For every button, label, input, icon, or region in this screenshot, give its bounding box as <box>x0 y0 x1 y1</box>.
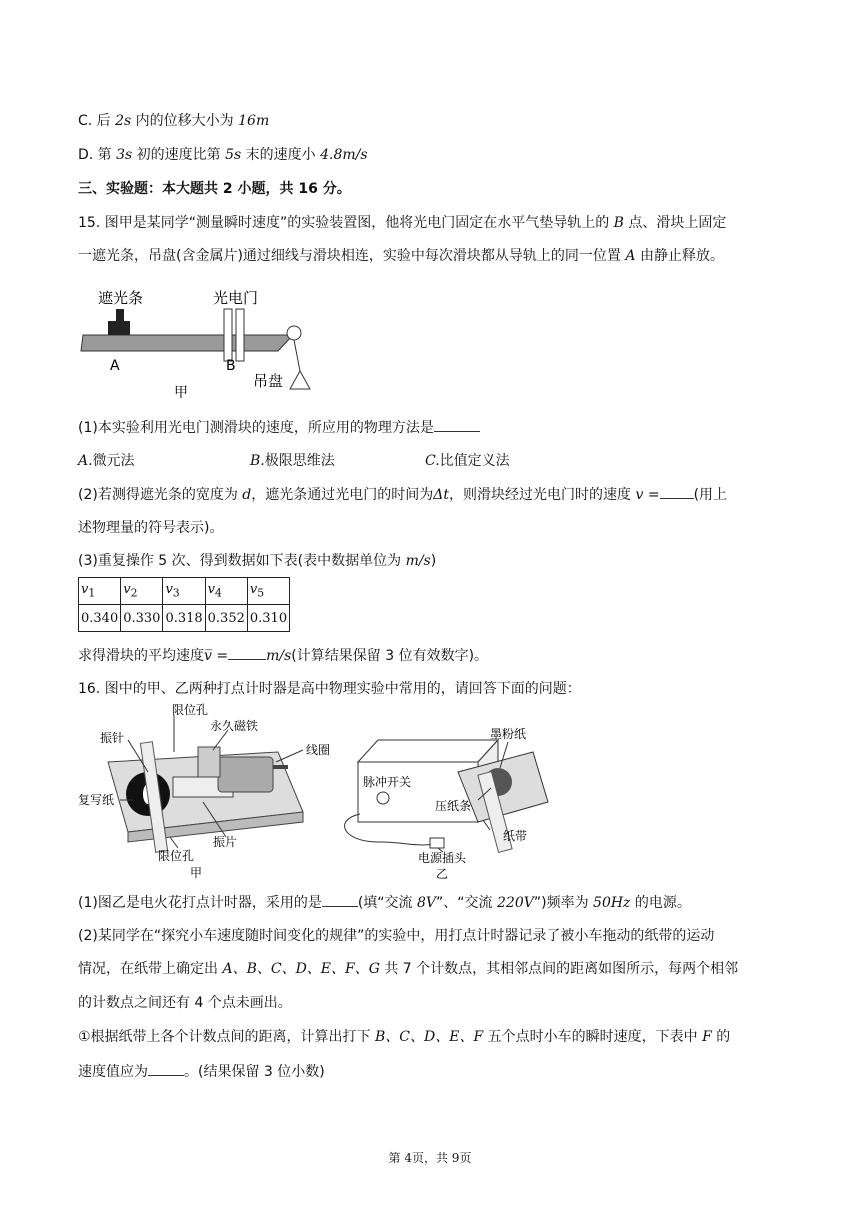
math: C. <box>425 453 440 469</box>
table-cell: 0.330 <box>121 605 163 632</box>
text: 五个点时小车的瞬时速度，下表中 <box>483 1029 703 1045</box>
label-yazhitiao: 压纸条 <box>435 799 472 813</box>
box-top <box>358 740 498 762</box>
caption-yi-timer: 乙 <box>436 867 449 880</box>
math: B、C、D、E、F <box>375 1029 484 1045</box>
subscript: 5 <box>257 586 265 600</box>
math: B. <box>250 453 265 469</box>
q15-part3 <box>78 551 436 571</box>
caption-jia-timer: 甲 <box>190 866 203 880</box>
answer-blank <box>228 645 266 660</box>
q15-part2 <box>78 484 727 505</box>
q15-average <box>78 645 488 666</box>
text: (计算结果保留 3 位有效数字)。 <box>291 648 489 664</box>
text: 由静止释放。 <box>635 248 724 264</box>
table-header: $v_2$ <box>121 578 163 605</box>
text: 15. 图甲是某同学“测量瞬时速度”的实验装置图，他将光电门固定在水平气垫导轨上的 <box>78 215 614 231</box>
q16-part1 <box>78 892 691 913</box>
switch-knob <box>377 792 389 804</box>
q16-part2-line3: 的计数点之间还有 4 个点未画出。 <box>78 995 292 1011</box>
table-header: $v_1$ <box>79 578 121 605</box>
table-header: $v_5$ <box>247 578 289 605</box>
q15-part2-line2: 述物理量的符号表示)。 <box>78 520 224 536</box>
text: 一遮光条，吊盘(含金属片)通过细线与滑块相连，实验中每次滑块都从导轨上的同一位置 <box>78 248 626 264</box>
answer-blank <box>322 892 358 907</box>
math: 5s <box>225 147 242 163</box>
math: d <box>242 487 252 503</box>
subscript: 4 <box>215 586 222 600</box>
leader <box>483 820 490 830</box>
photogate-post-right <box>236 309 244 361</box>
label-yongjiucitie: 永久磁铁 <box>210 719 259 733</box>
option-a <box>78 451 135 471</box>
label-xianweikong-bottom: 限位孔 <box>158 849 195 863</box>
photogate-post-left <box>224 309 232 361</box>
text: 极限思维法 <box>264 453 335 469</box>
section-title: 三、实验题：本大题共 2 小题，共 16 分。 <box>78 181 351 197</box>
text: 点、滑块上固定 <box>623 215 727 231</box>
answer-blank <box>660 484 694 499</box>
text: 的电源。 <box>630 895 691 911</box>
text: ”、“交流 <box>436 895 498 911</box>
option-c-method <box>425 451 510 471</box>
math: 220V <box>497 895 534 911</box>
text: (3)重复操作 5 次、得到数据如下表(表中数据单位为 <box>78 553 406 569</box>
text: 初的速度比第 <box>132 147 226 163</box>
table-cell: 0.310 <box>247 605 289 632</box>
timer-figures <box>78 702 558 880</box>
math: A、B、C、D、E、F、G <box>222 961 380 977</box>
q16-part2-line2 <box>78 959 738 979</box>
label-dianyuanchatou: 电源插头 <box>418 851 467 865</box>
math: v̅ <box>204 648 212 664</box>
option-d <box>78 145 368 165</box>
table-cell: 0.352 <box>205 605 247 632</box>
text: ”)频率为 <box>533 895 594 911</box>
text: 微元法 <box>92 453 135 469</box>
q16-part2-line1: (2)某同学在“探究小车速度随时间变化的规律”的实验中，用打点计时器记录了被小车拖动的纸带的运动 <box>78 928 715 944</box>
label-guangdianmen: 光电门 <box>213 289 259 307</box>
text: 求得滑块的平均速度 <box>78 648 204 664</box>
table-row <box>79 605 290 632</box>
table-row <box>79 578 290 605</box>
text: 情况，在纸带上确定出 <box>78 961 223 977</box>
text: (填“交流 <box>357 895 418 911</box>
q15-part1 <box>78 417 480 438</box>
subscript: 1 <box>88 586 96 600</box>
math: 16m <box>238 113 270 129</box>
text: ) <box>430 553 437 569</box>
label-xianweikong-top: 限位孔 <box>172 703 209 717</box>
math: F <box>702 1029 712 1045</box>
text: = <box>211 648 229 664</box>
power-plug <box>430 838 444 848</box>
label-fuxiezhi: 复写纸 <box>78 793 115 807</box>
label-b: B <box>226 358 236 374</box>
text: 速度值应为 <box>78 1064 148 1080</box>
hanging-pan <box>290 371 310 389</box>
math: B <box>613 215 624 231</box>
coil <box>218 757 273 792</box>
text: 比值定义法 <box>439 453 510 469</box>
label-a: A <box>110 358 120 374</box>
answer-blank <box>434 417 480 432</box>
text: 。(结果保留 3 位小数) <box>184 1064 325 1080</box>
q16-sub1-line2 <box>78 1061 325 1082</box>
text: (2)若测得遮光条的宽度为 <box>78 487 243 503</box>
label-mofenzhi: 墨粉纸 <box>490 727 527 741</box>
leader <box>170 837 178 848</box>
track <box>81 335 293 351</box>
text: D. 第 <box>78 147 117 163</box>
option-c <box>78 111 269 131</box>
table-header: $v_4$ <box>205 578 247 605</box>
math: m/s <box>405 553 431 569</box>
text: (1)图乙是电火花打点计时器，采用的是 <box>78 895 322 911</box>
math: v <box>635 487 644 503</box>
text: 共 7 个计数点，其相邻点间的距离如图所示，每两个相邻 <box>379 961 739 977</box>
page-footer: 第 4页，共 9页 <box>388 1151 472 1165</box>
slider-block <box>108 321 130 335</box>
caption-jia: 甲 <box>174 385 188 401</box>
table-cell: 0.318 <box>163 605 205 632</box>
q16-sub1-line1 <box>78 1027 730 1047</box>
pulley <box>287 326 301 340</box>
q16-line-1: 16. 图中的甲、乙两种打点计时器是高中物理实验中常用的，请回答下面的问题： <box>78 681 581 697</box>
math: 8V <box>417 895 437 911</box>
air-track-figure <box>78 283 328 403</box>
label-diaopan: 吊盘 <box>253 372 284 390</box>
table-header: $v_3$ <box>163 578 205 605</box>
text: (1)本实验利用光电门测滑块的速度，所应用的物理方法是 <box>78 420 434 436</box>
label-maichongkaiguan: 脉冲开关 <box>363 775 412 789</box>
text: ①根据纸带上各个计数点间的距离，计算出打下 <box>78 1029 375 1045</box>
text: ，遮光条通过光电门的时间为 <box>251 487 434 503</box>
string <box>294 340 300 371</box>
text: 内的位移大小为 <box>131 113 239 129</box>
label-zheguangtiao: 遮光条 <box>98 289 144 307</box>
label-zhenzhen: 振针 <box>100 731 125 745</box>
answer-blank <box>148 1061 184 1076</box>
math: Δt <box>433 487 449 503</box>
q15-line-1 <box>78 213 726 233</box>
q15-line-2 <box>78 246 724 266</box>
math: A. <box>78 453 93 469</box>
text: (用上 <box>693 487 728 503</box>
math: 4.8m/s <box>320 147 368 163</box>
magnet <box>198 747 220 777</box>
label-zhenpian: 振片 <box>213 835 238 849</box>
text: C. 后 <box>78 113 116 129</box>
math: 2s <box>115 113 132 129</box>
math: 50Hz <box>593 895 631 911</box>
math: m/s <box>266 648 292 664</box>
option-b <box>250 451 335 471</box>
text: = <box>643 487 660 503</box>
math: A <box>625 248 636 264</box>
subscript: 3 <box>172 586 180 600</box>
text: 的 <box>711 1029 731 1045</box>
table-cell: 0.340 <box>79 605 121 632</box>
label-xianquan: 线圈 <box>306 743 331 757</box>
text: 末的速度小 <box>241 147 321 163</box>
text: ，则滑块经过光电门时的速度 <box>449 487 636 503</box>
math: 3s <box>116 147 133 163</box>
velocity-table <box>78 577 290 632</box>
label-zhidai: 纸带 <box>503 829 528 843</box>
subscript: 2 <box>130 586 138 600</box>
